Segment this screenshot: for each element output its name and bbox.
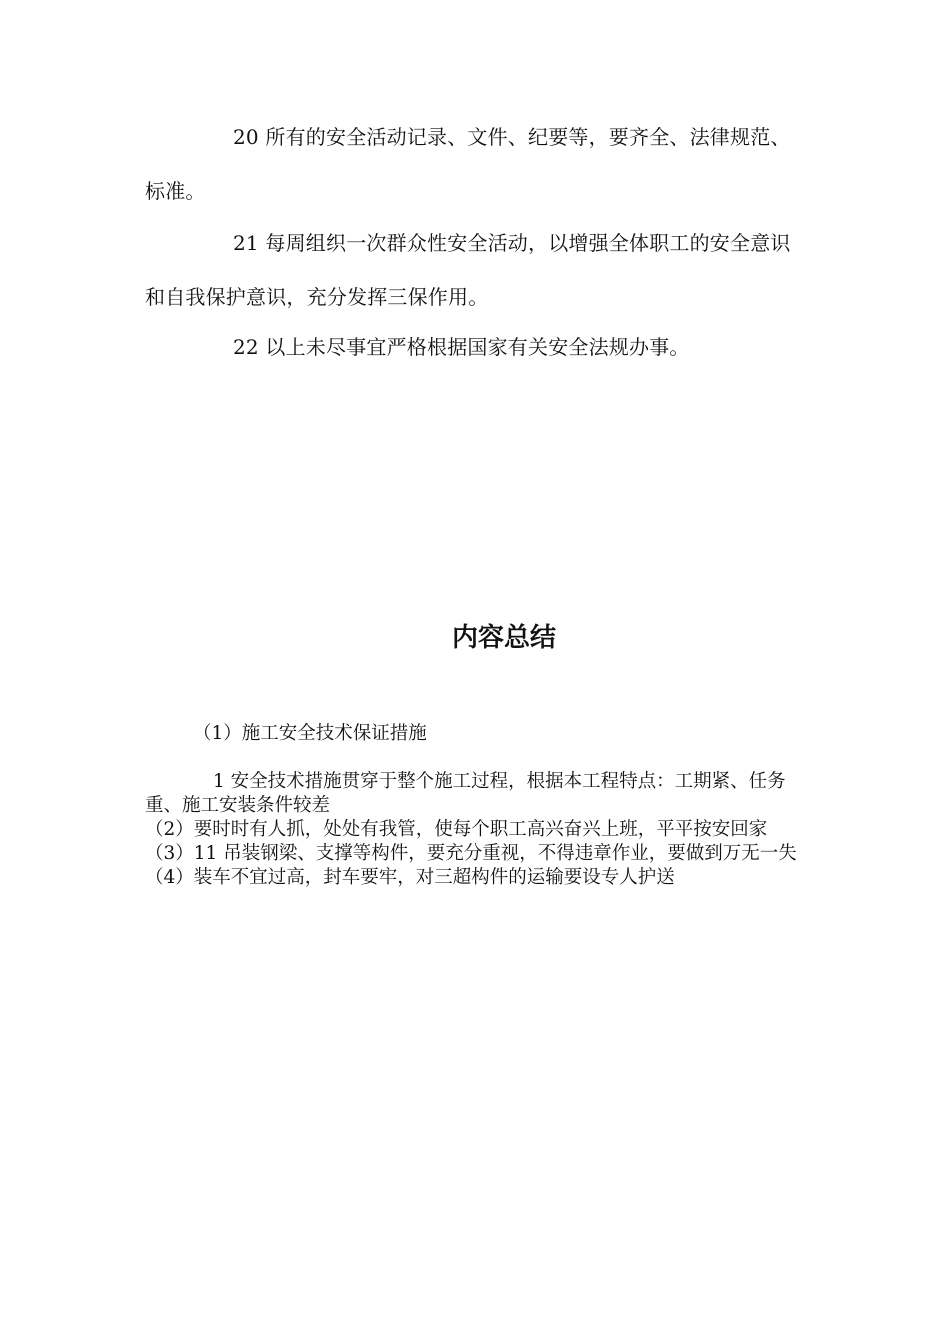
paragraph-21: 21 每周组织一次群众性安全活动，以增强全体职工的安全意识和自我保护意识，充分发挥三保作用。 <box>145 231 791 309</box>
paragraph-22: 22 以上未尽事宜严格根据国家有关安全法规办事。 <box>233 335 690 359</box>
summary-item-4: （4）装车不宜过高，封车要牢，对三超构件的运输要设专人护送 <box>145 867 675 888</box>
summary-item-3: （3）11 吊装钢梁、支撑等构件，要充分重视，不得违章作业，要做到万无一失 <box>145 843 797 864</box>
summary-item-2: （2）要时时有人抓，处处有我管，使每个职工高兴奋兴上班，平平按安回家 <box>145 819 768 840</box>
summary-list <box>145 818 810 890</box>
summary-heading: （1）施工安全技术保证措施 <box>193 723 427 744</box>
summary-item-1: 1 安全技术措施贯穿于整个施工过程，根据本工程特点：工期紧、任务重、施工安装条件较差 <box>145 771 786 816</box>
paragraph-20: 20 所有的安全活动记录、文件、纪要等，要齐全、法律规范、标准。 <box>145 125 791 203</box>
summary-title: 内容总结 <box>451 623 556 653</box>
